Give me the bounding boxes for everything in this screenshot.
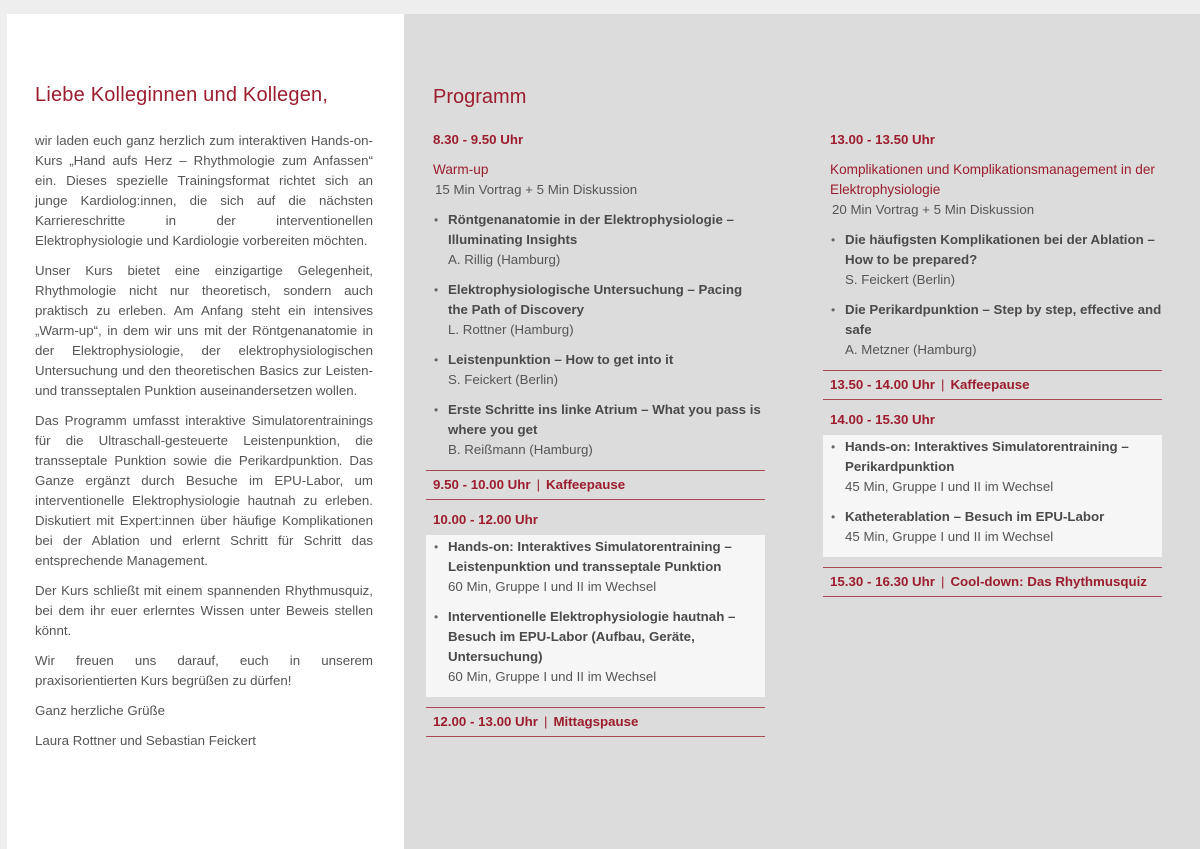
talk-list (426, 537, 765, 687)
list-item (426, 400, 765, 460)
break-separator: | (940, 377, 945, 392)
list-item (823, 507, 1162, 547)
letter-body (35, 131, 373, 761)
handson-box (426, 535, 765, 697)
letter-paragraph: wir laden euch ganz herzlich zum interaktiven Hands-on-Kurs „Hand aufs Herz – Rhythmologie zum Anfassen“ ein. Dieses spezielle Trainingsformat richtet sich an junge Kardiolog:innen, die sich auf die nächsten Karriereschritte in der interventionellen Elektrophysiologie und Kardiologie vorbereiten möchten. (35, 133, 373, 248)
program-column-left (426, 130, 765, 737)
talk-title: • Interventionelle Elektrophysiologie hautnah – Besuch im EPU-Labor (Aufbau, Geräte, Untersuchung) (448, 609, 736, 664)
session-time: 13.00 - 13.50 Uhr (830, 132, 935, 147)
break-row (426, 470, 765, 500)
letter-closing: Ganz herzliche Grüße (35, 703, 166, 718)
session-handson-2 (823, 400, 1162, 557)
list-item (426, 280, 765, 340)
break-label: Kaffeepause (546, 477, 626, 492)
list-item (426, 607, 765, 687)
break-row (823, 370, 1162, 400)
program-panel (404, 14, 1200, 849)
break-separator: | (543, 714, 548, 729)
letter-signature: Laura Rottner und Sebastian Feickert (35, 733, 257, 748)
break-time: 15.30 - 16.30 Uhr (830, 574, 935, 589)
list-item (426, 537, 765, 597)
welcome-letter-panel (7, 14, 404, 849)
letter-paragraph: Unser Kurs bietet eine einzigartige Gelegenheit, Rhythmologie nicht nur theoretisch, sondern auch praktisch zu erleben. Am Anfang steht ein intensives „Warm-up“, in dem wir uns mit der Röntgenanatomie in der Elektrophysiologie, der elektrophysiologischen Untersuchung und den theoretischen Basics zur Leisten- und transseptalen Punktion auseinandersetzen wollen. (35, 263, 373, 398)
talk-title: • Katheterablation – Besuch im EPU-Labor (845, 509, 1105, 524)
break-time: 9.50 - 10.00 Uhr (433, 477, 531, 492)
session-warmup (426, 130, 765, 460)
talk-title: • Leistenpunktion – How to get into it (448, 352, 674, 367)
break-label: Mittagspause (553, 714, 639, 729)
talk-info: 45 Min, Gruppe I und II im Wechsel (845, 479, 1054, 494)
talk-title: • Die häufigsten Komplikationen bei der Ablation – How to be prepared? (845, 232, 1155, 267)
session-time: 14.00 - 15.30 Uhr (830, 412, 935, 427)
talk-title: • Die Perikardpunktion – Step by step, effective and safe (845, 302, 1162, 337)
list-item (426, 210, 765, 270)
session-topic: Warm-up (433, 162, 489, 177)
talk-info: 60 Min, Gruppe I und II im Wechsel (448, 579, 657, 594)
talk-speaker: L. Rottner (Hamburg) (448, 322, 574, 337)
letter-paragraph: Der Kurs schließt mit einem spannenden Rhythmusquiz, bei dem ihr euer erlerntes Wissen unter Beweis stellen könnt. (35, 583, 373, 638)
talk-list (426, 210, 765, 460)
session-format: 20 Min Vortrag + 5 Min Diskussion (832, 202, 1035, 217)
break-label: Kaffeepause (950, 377, 1030, 392)
break-time: 13.50 - 14.00 Uhr (830, 377, 935, 392)
break-row (426, 707, 765, 737)
break-separator: | (536, 477, 541, 492)
talk-title: • Hands-on: Interaktives Simulatorentraining – Leistenpunktion und transseptale Punktion (448, 539, 732, 574)
list-item (823, 230, 1162, 290)
talk-list (823, 230, 1162, 360)
session-complications (823, 130, 1162, 360)
talk-speaker: A. Rillig (Hamburg) (448, 252, 561, 267)
talk-title: • Röntgenanatomie in der Elektrophysiologie – Illuminating Insights (448, 212, 734, 247)
session-time: 8.30 - 9.50 Uhr (433, 132, 524, 147)
session-handson-1 (426, 500, 765, 697)
talk-title: • Erste Schritte ins linke Atrium – What you pass is where you get (448, 402, 761, 437)
talk-list (823, 437, 1162, 547)
letter-greeting: Liebe Kolleginnen und Kollegen, (35, 84, 329, 106)
talk-info: 45 Min, Gruppe I und II im Wechsel (845, 529, 1054, 544)
break-separator: | (940, 574, 945, 589)
talk-speaker: S. Feickert (Berlin) (448, 372, 559, 387)
break-label: Cool-down: Das Rhythmusquiz (950, 574, 1147, 589)
talk-speaker: B. Reißmann (Hamburg) (448, 442, 593, 457)
program-column-right (823, 130, 1162, 597)
session-topic: Komplikationen und Komplikationsmanagement in der Elektrophysiologie (830, 162, 1155, 197)
talk-title: • Elektrophysiologische Untersuchung – Pacing the Path of Discovery (448, 282, 743, 317)
session-time: 10.00 - 12.00 Uhr (433, 512, 538, 527)
session-format: 15 Min Vortrag + 5 Min Diskussion (435, 182, 638, 197)
letter-paragraph: Wir freuen uns darauf, euch in unserem praxisorientierten Kurs begrüßen zu dürfen! (35, 653, 373, 688)
talk-title: • Hands-on: Interaktives Simulatorentraining – Perikardpunktion (845, 439, 1129, 474)
break-row (823, 567, 1162, 597)
talk-speaker: A. Metzner (Hamburg) (845, 342, 977, 357)
talk-info: 60 Min, Gruppe I und II im Wechsel (448, 669, 657, 684)
list-item (823, 437, 1162, 497)
brochure-spread (7, 14, 1200, 849)
handson-box (823, 435, 1162, 557)
letter-paragraph: Das Programm umfasst interaktive Simulatorentrainings für die Ultraschall-gesteuerte Leistenpunktion, die transseptale Punktion sowie die Perikardpunktion. Das Ganze ergänzt durch Besuche im EPU-Labor, um interventionelle Elektrophysiologie hautnah zu erleben. Diskutiert mit Expert:innen über häufige Komplikationen bei der Ablation und erlernt Schritt für Schritt das entsprechende Management. (35, 413, 373, 568)
talk-speaker: S. Feickert (Berlin) (845, 272, 956, 287)
list-item (823, 300, 1162, 360)
break-time: 12.00 - 13.00 Uhr (433, 714, 538, 729)
list-item (426, 350, 765, 390)
program-title: Programm (433, 86, 527, 108)
